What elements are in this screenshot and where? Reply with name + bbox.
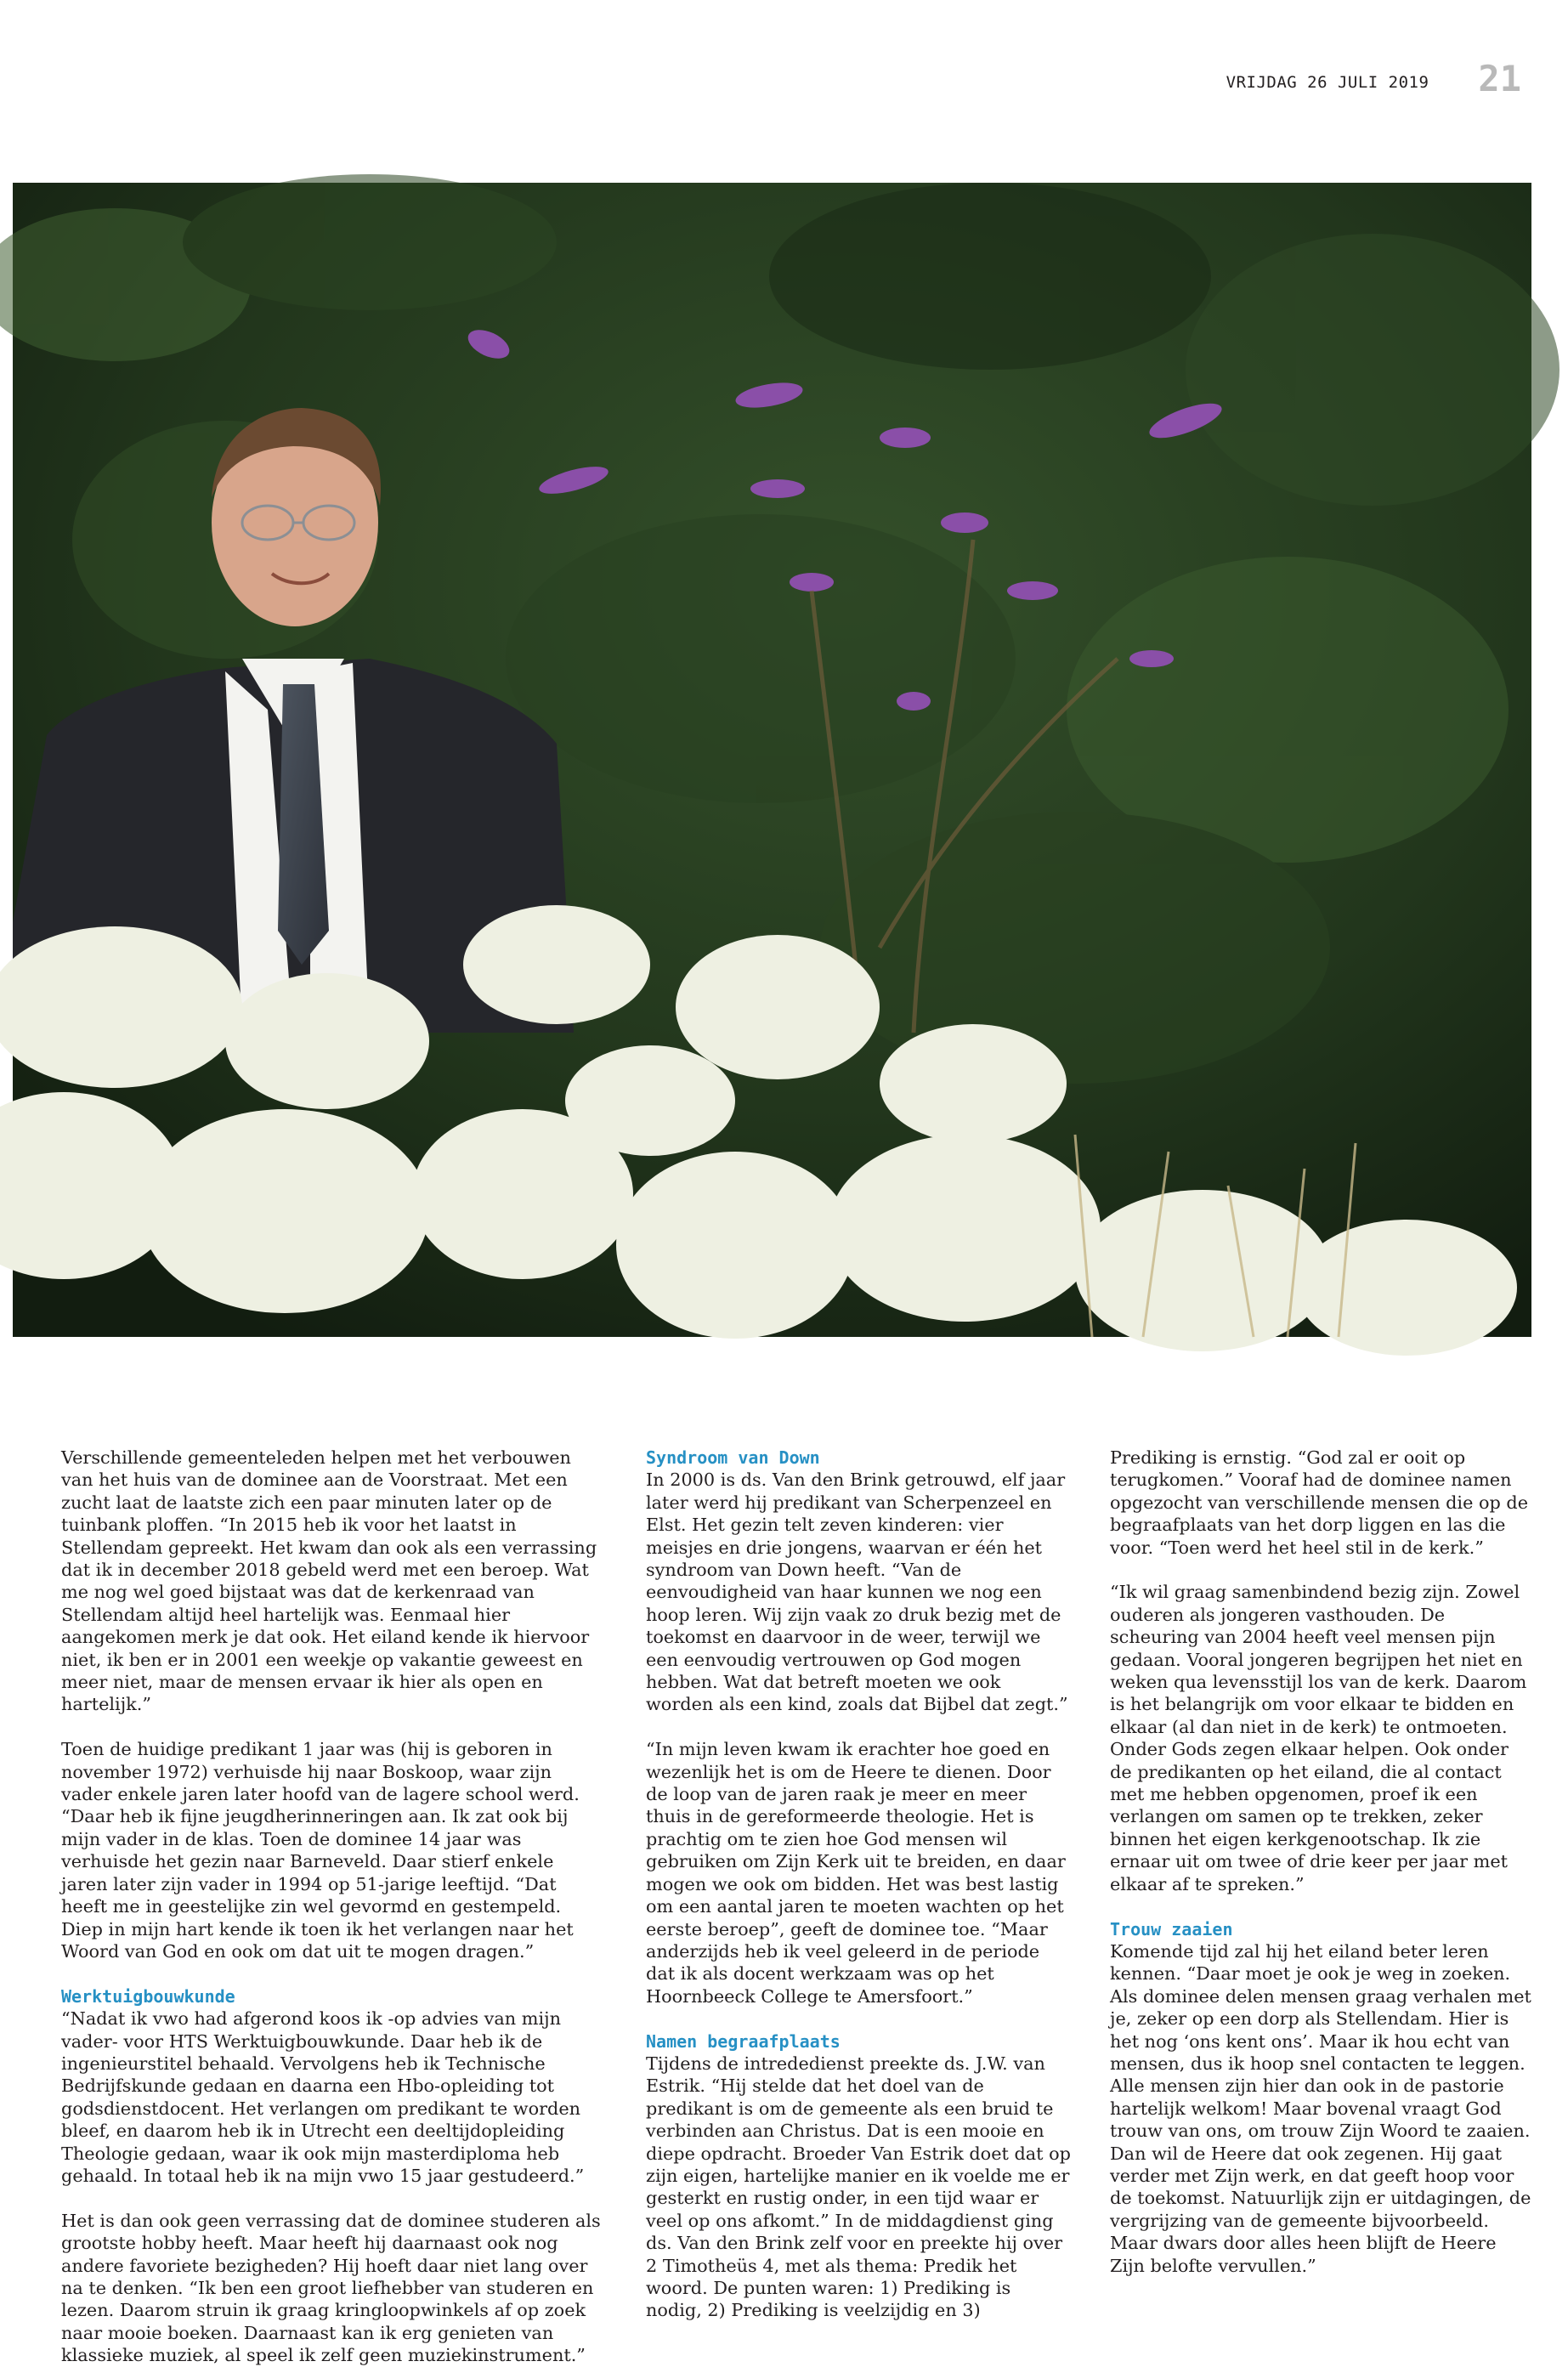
section-heading: Trouw zaaien <box>1110 1918 1233 1939</box>
article-column-2 <box>646 1447 1071 2322</box>
article-column-1 <box>61 1447 605 2367</box>
paragraph: “Ik wil graag samenbindend bezig zijn. Zowel ouderen als jongeren vasthouden. De scheuring van 2004 heeft veel mensen pijn gedaan. Vooral jongeren begrijpen het niet en weken qua levensstijl los van de kerk. Daarom is het belangrijk om voor elkaar te bidden en elkaar (al dan niet in de kerk) te ontmoeten. Onder Gods zegen elkaar helpen. Ook onder de predikanten op het eiland, die al contact met me hebben opgenomen, proef ik een verlangen om samen op te trekken, zeker binnen het eigen kerkgenootschap. Ik zie ernaar uit om twee of drie keer per jaar met elkaar af te spreken.” <box>1110 1582 1527 1894</box>
garden-portrait-illustration <box>13 183 1531 1337</box>
page-number: 21 <box>1478 58 1521 99</box>
section-heading: Syndroom van Down <box>646 1447 820 1468</box>
article-column-3 <box>1110 1447 1535 2277</box>
paragraph: Het is dan ook geen verrassing dat de dominee studeren als grootste hobby heeft. Maar heeft hij daarnaast ook nog andere favoriete bezigheden? Hij hoeft daar niet lang over na te denken. “Ik ben een groot liefhebber van studeren en lezen. Daarom struin ik graag kringloopwinkels af op zoek naar mooie boeken. Daarnaast kan ik erg genieten van klassieke muziek, al speel ik zelf geen muziekinstrument.” <box>61 2210 601 2366</box>
section-heading: Namen begraafplaats <box>646 2030 841 2052</box>
issue-date: VRIJDAG 26 JULI 2019 <box>1226 73 1429 92</box>
paragraph: In 2000 is ds. Van den Brink getrouwd, elf jaar later werd hij predikant van Scherpenzeel en Elst. Het gezin telt zeven kinderen: vier meisjes en drie jongens, waarvan er één het syndroom van Down heeft. “Van de eenvoudigheid van haar kunnen we nog een hoop leren. Wij zijn vaak zo druk bezig met de toekomst en daarvoor in de weer, terwijl we een eenvoudig vertrouwen op God mogen hebben. Wat dat betreft moeten we ook worden als een kind, zoals dat Bijbel dat zegt.” <box>646 1469 1068 1715</box>
paragraph: “In mijn leven kwam ik erachter hoe goed en wezenlijk het is om de Heere te dienen. Door de loop van de jaren raak je meer en meer thuis in de gereformeerde theologie. Het is prachtig om te zien hoe God mensen wil gebruiken om Zijn Kerk uit te breiden, en daar mogen we ook om bidden. Het was best lastig om een aantal jaren te moeten wachten op het eerste beroep”, geeft de dominee toe. “Maar anderzijds heb ik veel geleerd in de periode dat ik als docent werkzaam was op het Hoornbeeck College te Amersfoort.” <box>646 1739 1066 2007</box>
section-heading: Werktuigbouwkunde <box>61 1985 235 2007</box>
paragraph: Toen de huidige predikant 1 jaar was (hij is geboren in november 1972) verhuisde hij naar Boskoop, waar zijn vader enkele jaren later hoofd van de lagere school werd. “Daar heb ik fijne jeugdherinneringen aan. Ik zat ook bij mijn vader in de klas. Toen de dominee 14 jaar was verhuisde het gezin naar Barneveld. Daar stierf enkele jaren later zijn vader in 1994 op 51-jarige leeftijd. “Dat heeft me in geestelijke zin wel gevormd en gestempeld. Diep in mijn hart kende ik toen ik het verlangen naar het Woord van God en ook om dat uit te mogen dragen.” <box>61 1739 580 1962</box>
article-photo <box>13 183 1531 1337</box>
paragraph: Tijdens de intrededienst preekte ds. J.W. van Estrik. “Hij stelde dat het doel van de predikant is om de gemeente als een bruid te verbinden aan Christus. Dat is een mooie en diepe opdracht. Broeder Van Estrik doet dat op zijn eigen, hartelijke manier en ik voelde me er gesterkt en rustig onder, in een tijd waar er veel op ons afkomt.” In de middagdienst ging ds. Van den Brink zelf voor en preekte hij over 2 Timotheüs 4, met als thema: Predik het woord. De punten waren: 1) Prediking is nodig, 2) Prediking is veelzijdig en 3) <box>646 2053 1071 2321</box>
paragraph: “Nadat ik vwo had afgerond koos ik -op advies van mijn vader- voor HTS Werktuigbouwkunde. Daar heb ik de ingenieurstitel behaald. Vervolgens heb ik Technische Bedrijfskunde gedaan en daarna een Hbo-opleiding tot godsdienstdocent. Het verlangen om predikant te worden bleef, en daarom heb ik in Utrecht een deeltijdopleiding Theologie gedaan, waar ik ook mijn masterdiploma heb gehaald. In totaal heb ik na mijn vwo 15 jaar gestudeerd.” <box>61 2008 585 2186</box>
page-header <box>1226 58 1521 99</box>
paragraph: Komende tijd zal hij het eiland beter leren kennen. “Daar moet je ook je weg in zoeken. Als dominee delen mensen graag verhalen met je, zeker op een dorp als Stellendam. Hier is het nog ‘ons kent ons’. Maar ik hou echt van mensen, dus ik hoop snel contacten te leggen. Alle mensen zijn hier dan ook in de pastorie hartelijk welkom! Maar bovenal vraagt God trouw van ons, om trouw Zijn Woord te zaaien. Dan wil de Heere dat ook zegenen. Hij gaat verder met Zijn werk, en dat geeft hoop voor de toekomst. Natuurlijk zijn er uitdagingen, de vergrijzing van de gemeente bijvoorbeeld. Maar dwars door alles heen blijft de Heere Zijn belofte vervullen.” <box>1110 1940 1531 2276</box>
paragraph: Verschillende gemeenteleden helpen met het verbouwen van het huis van de dominee aan de Voorstraat. Met een zucht laat de laatste zich een paar minuten later op de tuinbank ploffen. “In 2015 heb ik voor het laatst in Stellendam gepreekt. Het kwam dan ook als een verrassing dat ik in december 2018 gebeld werd met een beroep. Wat me nog wel goed bijstaat was dat de kerkenraad van Stellendam altijd heel hartelijk was. Eenmaal hier aangekomen merk je dat ook. Het eiland kende ik hiervoor niet, ik ben er in 2001 een weekje op vakantie geweest en meer niet, maar de mensen ervaar ik hier als open en hartelijk.” <box>61 1447 597 1715</box>
paragraph: Prediking is ernstig. “God zal er ooit op terugkomen.” Vooraf had de dominee namen opgezocht van verschillende mensen die op de begraafplaats van het dorp liggen en las die voor. “Toen werd het heel stil in de kerk.” <box>1110 1447 1529 1558</box>
